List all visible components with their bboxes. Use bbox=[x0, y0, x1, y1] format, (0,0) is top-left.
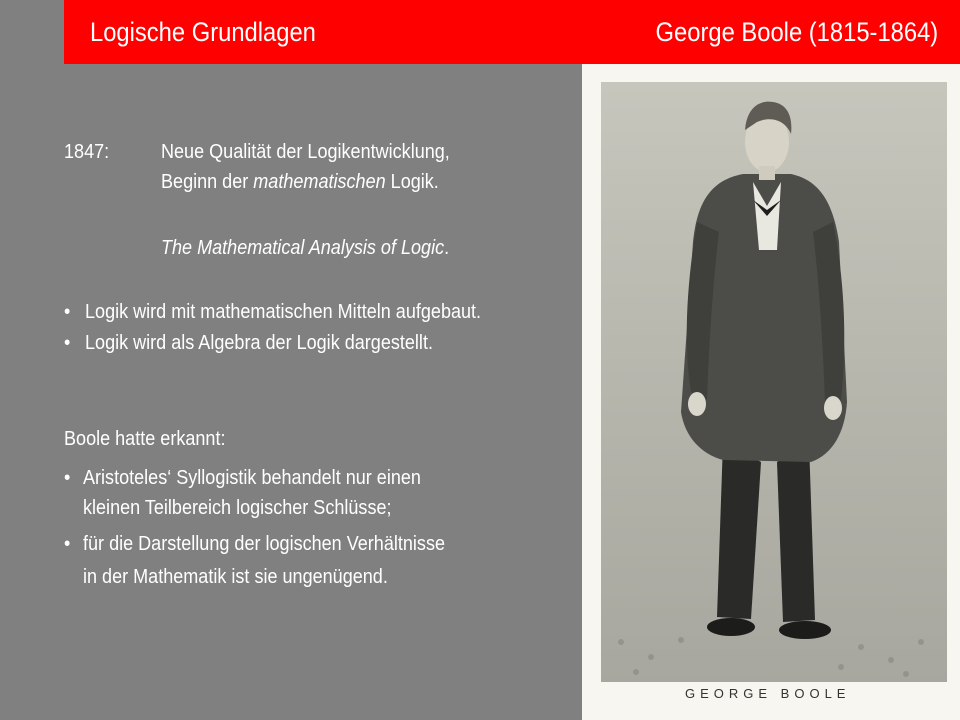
bullet-marker: • bbox=[64, 532, 71, 555]
george-boole-portrait-image bbox=[601, 82, 947, 682]
bullet-marker: • bbox=[64, 331, 71, 354]
left-margin bbox=[0, 0, 64, 720]
intro-line-2-end: Logik. bbox=[385, 170, 439, 193]
bullet-item-4-line-1: für die Darstellung der logischen Verhältnisse bbox=[83, 532, 446, 555]
intro-line-2-start: Beginn der bbox=[161, 170, 254, 193]
slide-subtitle: George Boole (1815-1864) bbox=[655, 17, 938, 47]
intro-line-2 bbox=[161, 168, 439, 196]
section-heading: Boole hatte erkannt: bbox=[64, 427, 226, 450]
slide-header bbox=[64, 0, 960, 64]
book-title-period: . bbox=[444, 236, 450, 259]
bullet-item-1: Logik wird mit mathematischen Mitteln aufgebaut. bbox=[85, 300, 482, 323]
book-title: The Mathematical Analysis of Logic bbox=[161, 236, 445, 259]
bullet-marker: • bbox=[64, 300, 71, 323]
book-title-line bbox=[161, 234, 449, 262]
intro-line-2-emphasis: mathematischen bbox=[253, 170, 386, 193]
bullet-item-4-line-2: in der Mathematik ist sie ungenügend. bbox=[83, 565, 388, 588]
slide-title: Logische Grundlagen bbox=[90, 17, 316, 47]
portrait-photo bbox=[582, 64, 960, 720]
intro-line-1: Neue Qualität der Logikentwicklung, bbox=[161, 140, 450, 163]
bullet-item-3-line-2: kleinen Teilbereich logischer Schlüsse; bbox=[83, 496, 392, 519]
year-label: 1847: bbox=[64, 140, 110, 163]
bullet-item-2: Logik wird als Algebra der Logik dargestellt. bbox=[85, 331, 433, 354]
bullet-marker: • bbox=[64, 466, 71, 489]
photo-caption: GEORGE BOOLE bbox=[685, 686, 851, 701]
photo-frame bbox=[601, 82, 947, 682]
bullet-item-3-line-1: Aristoteles‘ Syllogistik behandelt nur einen bbox=[83, 466, 421, 489]
